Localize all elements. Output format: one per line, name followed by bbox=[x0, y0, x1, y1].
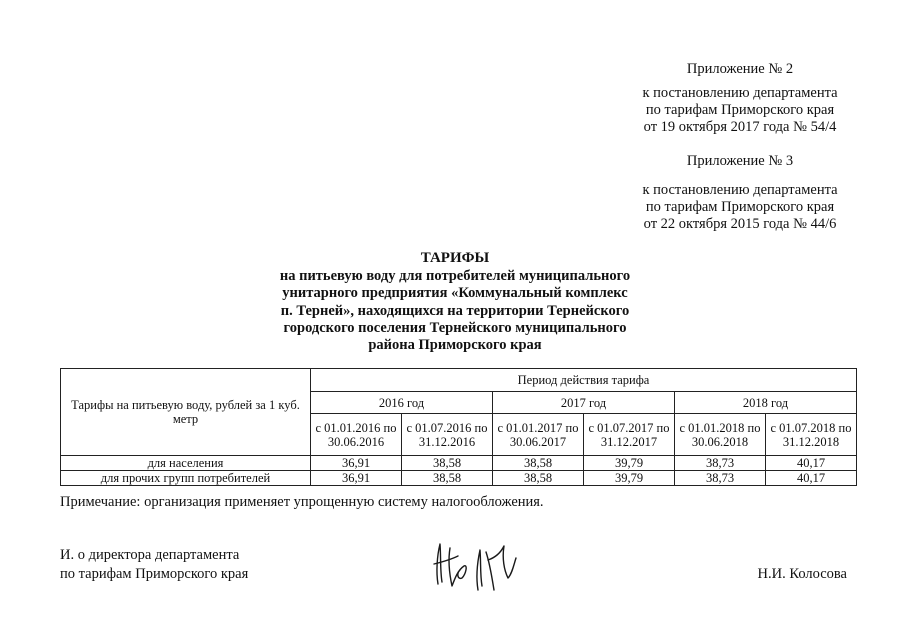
tariff-value: 36,91 bbox=[311, 471, 402, 486]
annex-3-title: Приложение № 3 bbox=[686, 153, 794, 169]
document-subtitle bbox=[240, 268, 670, 354]
period-cell: с 01.01.2018 по 30.06.2018 bbox=[675, 414, 766, 456]
subtitle-line: на питьевую воду для потребителей муниципального bbox=[279, 268, 631, 284]
tariff-value: 40,17 bbox=[766, 471, 857, 486]
tariff-value: 38,58 bbox=[402, 456, 493, 471]
table-row bbox=[61, 471, 857, 486]
subtitle-line: района Приморского края bbox=[368, 337, 542, 354]
tariff-value: 38,73 bbox=[675, 471, 766, 486]
tariff-value: 38,73 bbox=[675, 456, 766, 471]
period-header-cell: Период действия тарифа bbox=[311, 369, 857, 392]
annex-2-line: от 19 октября 2017 года № 54/4 bbox=[643, 119, 837, 135]
annex-3-line: по тарифам Приморского края bbox=[645, 199, 835, 215]
tariff-value: 38,58 bbox=[493, 471, 584, 486]
annex-2-title: Приложение № 2 bbox=[686, 61, 794, 77]
annex-3-line: от 22 октября 2015 года № 44/6 bbox=[643, 216, 837, 232]
table-row bbox=[61, 456, 857, 471]
period-cell: с 01.01.2017 по 30.06.2017 bbox=[493, 414, 584, 456]
tariff-table bbox=[60, 368, 857, 486]
tariff-value: 38,58 bbox=[493, 456, 584, 471]
period-cell: с 01.07.2016 по 31.12.2016 bbox=[402, 414, 493, 456]
director-position bbox=[60, 546, 248, 584]
subtitle-line: городского поселения Тернейского муниципального bbox=[283, 319, 627, 336]
period-cell: с 01.07.2017 по 31.12.2017 bbox=[584, 414, 675, 456]
period-cell: с 01.07.2018 по 31.12.2018 bbox=[766, 414, 857, 456]
year-cell: 2017 год bbox=[493, 392, 675, 414]
annex-3-line: к постановлению департамента bbox=[642, 182, 838, 198]
tariff-value: 36,91 bbox=[311, 456, 402, 471]
period-cell: с 01.01.2016 по 30.06.2016 bbox=[311, 414, 402, 456]
subtitle-line: унитарного предприятия «Коммунальный комплекс bbox=[282, 285, 628, 302]
year-cell: 2016 год bbox=[311, 392, 493, 414]
annex-3-reference bbox=[635, 182, 845, 233]
subtitle-line: п. Терней», находящихся на территории Тернейского bbox=[280, 302, 630, 319]
tariff-value: 38,58 bbox=[402, 471, 493, 486]
annex-2-line: к постановлению департамента bbox=[642, 85, 838, 101]
tariff-value: 40,17 bbox=[766, 456, 857, 471]
signature-image bbox=[428, 534, 518, 594]
year-cell: 2018 год bbox=[675, 392, 857, 414]
row-label: для населения bbox=[61, 456, 311, 471]
row-header-cell: Тарифы на питьевую воду, рублей за 1 куб. метр bbox=[61, 369, 311, 456]
director-line: И. о директора департамента bbox=[60, 547, 240, 563]
signer-name: Н.И. Колосова bbox=[757, 566, 847, 582]
note: Примечание: организация применяет упрощенную систему налогообложения. bbox=[60, 494, 544, 510]
tariff-value: 39,79 bbox=[584, 456, 675, 471]
document-title: ТАРИФЫ bbox=[420, 250, 490, 266]
row-label: для прочих групп потребителей bbox=[61, 471, 311, 486]
director-line: по тарифам Приморского края bbox=[60, 566, 249, 582]
annex-2-reference bbox=[635, 85, 845, 136]
annex-2-line: по тарифам Приморского края bbox=[645, 102, 835, 118]
tariff-value: 39,79 bbox=[584, 471, 675, 486]
